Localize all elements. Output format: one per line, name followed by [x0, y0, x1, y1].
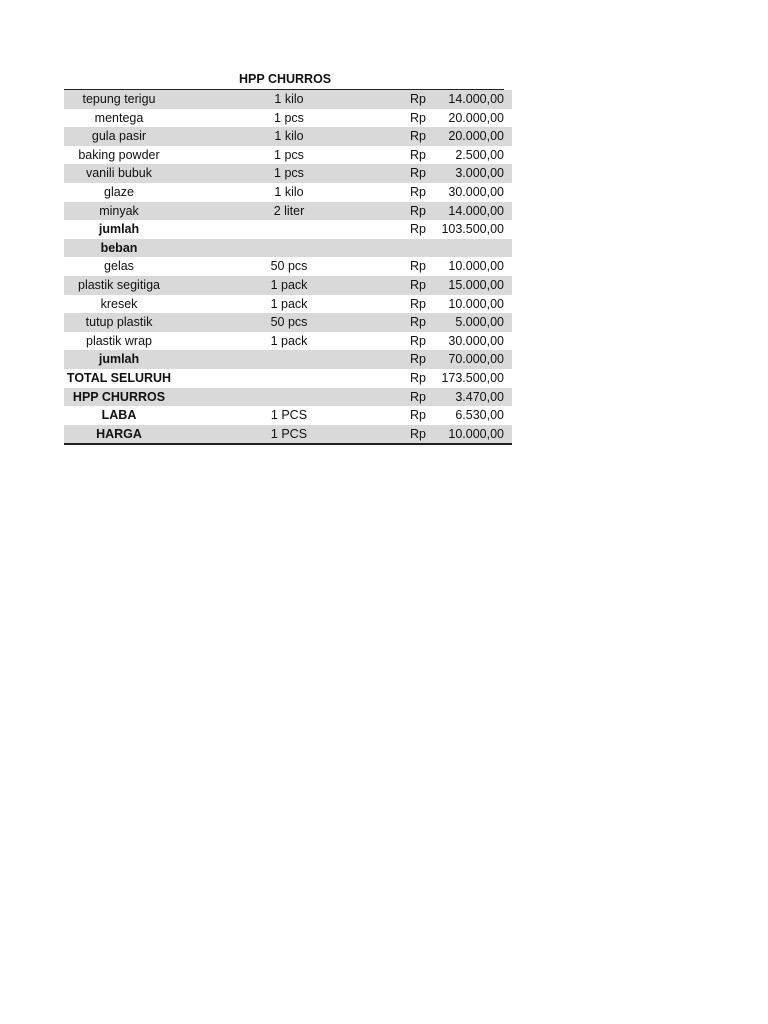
amount-cell: 30.000,00: [448, 184, 504, 199]
quantity-cell: [174, 369, 404, 388]
quantity-cell: 50 pcs: [270, 259, 308, 274]
item-cell: gula pasir: [91, 129, 147, 144]
cost-table: [64, 90, 512, 445]
item-cell: baking powder: [78, 147, 160, 162]
table-row: [64, 313, 512, 332]
currency-cell: Rp: [404, 425, 440, 445]
currency-cell: Rp: [410, 408, 426, 423]
amount-cell: 3.000,00: [455, 166, 504, 181]
item-cell: TOTAL SELURUH: [66, 370, 172, 385]
amount-cell: 14.000,00: [448, 203, 504, 218]
amount-cell: 30.000,00: [448, 333, 504, 348]
item-cell: jumlah: [98, 352, 140, 367]
item-cell: jumlah: [98, 222, 140, 237]
table-row: [64, 350, 512, 369]
table-row: [64, 146, 512, 165]
table-row: [64, 406, 512, 425]
table-row: [64, 90, 512, 109]
quantity-cell: 1 pack: [270, 277, 308, 292]
currency-cell: Rp: [410, 389, 426, 404]
table-row: [64, 388, 512, 407]
currency-cell: Rp: [410, 259, 426, 274]
currency-cell: Rp: [410, 296, 426, 311]
item-cell: gelas: [104, 259, 134, 274]
amount-cell: 15.000,00: [448, 277, 504, 292]
cost-table-body: [64, 90, 512, 444]
table-row: [64, 369, 512, 388]
item-cell: mentega: [94, 110, 144, 125]
item-cell: glaze: [104, 184, 134, 199]
quantity-cell: 50 pcs: [270, 315, 308, 330]
quantity-cell: [174, 350, 404, 369]
hpp-spreadsheet: [64, 70, 504, 445]
currency-cell: Rp: [410, 222, 426, 237]
amount-cell: 10.000,00: [448, 259, 504, 274]
quantity-cell: 1 pcs: [274, 147, 304, 162]
quantity-cell: 2 liter: [273, 203, 305, 218]
item-cell: plastik segitiga: [78, 277, 160, 292]
table-row: [64, 183, 512, 202]
currency-cell: Rp: [410, 147, 426, 162]
item-cell: tepung terigu: [82, 92, 156, 106]
sheet-title: HPP CHURROS: [64, 70, 504, 90]
currency-cell: Rp: [410, 277, 426, 292]
quantity-cell: 1 pack: [270, 333, 308, 348]
currency-cell: Rp: [410, 370, 426, 385]
currency-cell: Rp: [410, 333, 426, 348]
amount-cell: 14.000,00: [448, 92, 504, 106]
quantity-cell: [174, 220, 404, 239]
table-row: [64, 332, 512, 351]
table-row: [64, 257, 512, 276]
quantity-cell: [174, 388, 404, 407]
table-row: [64, 127, 512, 146]
currency-cell: Rp: [410, 203, 426, 218]
amount-cell: 173.500,00: [441, 370, 504, 385]
item-cell: LABA: [101, 408, 137, 423]
amount-cell: 20.000,00: [448, 129, 504, 144]
item-cell: tutup plastik: [85, 315, 153, 330]
currency-cell: Rp: [410, 315, 426, 330]
item-cell: vanili bubuk: [85, 166, 152, 181]
quantity-cell: 1 kilo: [274, 129, 304, 144]
quantity-cell: 1 PCS: [174, 425, 404, 445]
amount-cell: 20.000,00: [448, 110, 504, 125]
amount-cell: 103.500,00: [441, 222, 504, 237]
table-row: [64, 202, 512, 221]
table-row: [64, 164, 512, 183]
quantity-cell: [174, 239, 404, 258]
amount-cell: 3.470,00: [455, 389, 504, 404]
amount-cell: 5.000,00: [455, 315, 504, 330]
amount-cell: 70.000,00: [448, 352, 504, 367]
table-row: [64, 220, 512, 239]
table-row: [64, 239, 512, 258]
item-cell: beban: [100, 240, 138, 255]
table-row: [64, 109, 512, 128]
amount-cell: 2.500,00: [455, 147, 504, 162]
amount-cell: 10.000,00: [440, 425, 512, 445]
quantity-cell: 1 pcs: [274, 110, 304, 125]
currency-cell: Rp: [410, 92, 426, 106]
amount-cell: [440, 239, 512, 258]
item-cell: plastik wrap: [86, 333, 152, 348]
currency-cell: Rp: [410, 129, 426, 144]
table-row: [64, 295, 512, 314]
currency-cell: [404, 239, 440, 258]
quantity-cell: 1 pack: [270, 296, 308, 311]
item-cell: kresek: [100, 296, 138, 311]
currency-cell: Rp: [410, 184, 426, 199]
table-row: [64, 276, 512, 295]
amount-cell: 6.530,00: [455, 408, 504, 423]
quantity-cell: 1 pcs: [274, 166, 304, 181]
item-cell: minyak: [99, 203, 139, 218]
item-cell: HPP CHURROS: [72, 389, 166, 404]
currency-cell: Rp: [410, 110, 426, 125]
currency-cell: Rp: [410, 166, 426, 181]
quantity-cell: 1 kilo: [274, 184, 304, 199]
currency-cell: Rp: [410, 352, 426, 367]
amount-cell: 10.000,00: [448, 296, 504, 311]
quantity-cell: 1 kilo: [274, 92, 304, 106]
item-cell: HARGA: [64, 425, 174, 445]
quantity-cell: 1 PCS: [270, 408, 308, 423]
table-row: [64, 425, 512, 445]
